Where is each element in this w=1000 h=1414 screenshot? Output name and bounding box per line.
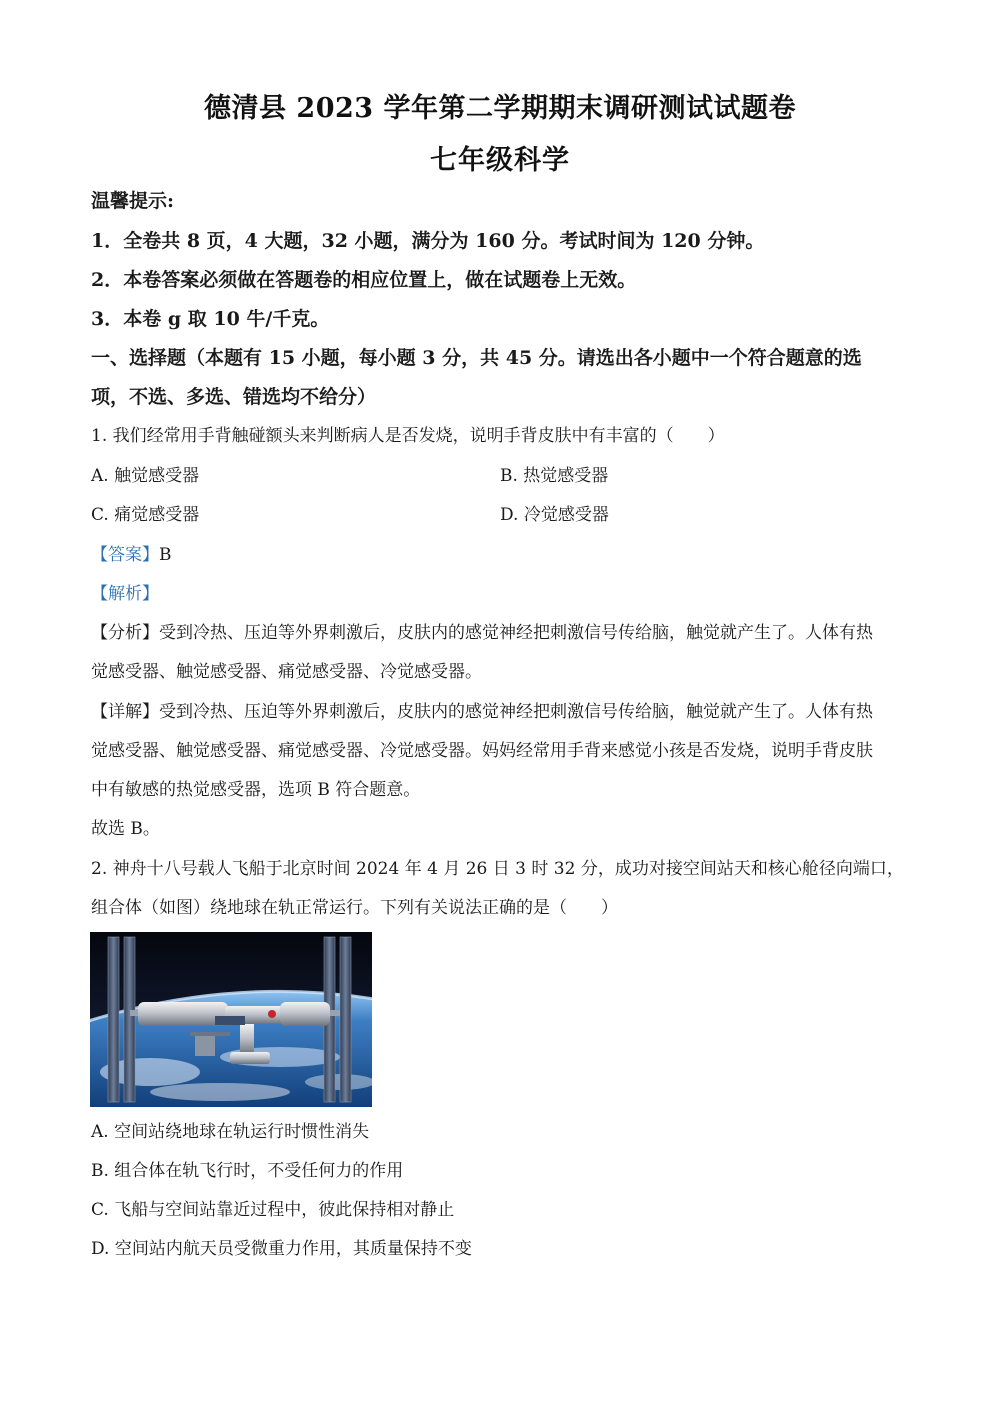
q2-stem-line-1: 2. 神舟十八号载人飞船于北京时间 2024 年 4 月 26 日 3 时 32 分，成功对接空间站天和核心舱径向端口， — [91, 859, 904, 879]
q2-option-a: A. 空间站绕地球在轨运行时惯性消失 — [91, 1122, 370, 1142]
tip-item-3: 3．本卷 g 取 10 牛/千克。 — [91, 308, 330, 330]
fenxi-tag: 【分析】 — [91, 623, 159, 643]
xiangjie-tag: 【详解】 — [91, 702, 159, 722]
section-heading-line-1: 一、选择题（本题有 15 小题，每小题 3 分，共 45 分。请选出各小题中一个符合题意的选 — [91, 347, 862, 369]
q1-xiangjie-line-3: 中有敏感的热觉感受器，选项 B 符合题意。 — [91, 780, 421, 800]
q1-stem: 1. 我们经常用手背触碰额头来判断病人是否发烧，说明手背皮肤中有丰富的（ ） — [91, 426, 725, 446]
fenxi-text-1: 受到冷热、压迫等外界刺激后，皮肤内的感觉神经把刺激信号传给脑，触觉就产生了。人体有热 — [159, 623, 873, 643]
space-station-figure — [90, 932, 372, 1107]
analysis-tag: 【解析】 — [91, 584, 159, 604]
answer-value: B — [159, 545, 172, 565]
q1-option-d: D. 冷觉感受器 — [500, 505, 609, 525]
section-heading-line-2: 项，不选、多选、错选均不给分） — [91, 386, 377, 408]
tip-item-2: 2．本卷答案必须做在答题卷的相应位置上，做在试题卷上无效。 — [91, 269, 637, 291]
q1-fenxi-line-2: 觉感受器、触觉感受器、痛觉感受器、冷觉感受器。 — [91, 662, 482, 682]
answer-tag: 【答案】 — [91, 545, 159, 565]
q1-answer — [91, 543, 172, 567]
q1-xiangjie-line-2: 觉感受器、触觉感受器、痛觉感受器、冷觉感受器。妈妈经常用手背来感觉小孩是否发烧，说明手背皮肤 — [91, 741, 873, 761]
q2-stem-line-2: 组合体（如图）绕地球在轨正常运行。下列有关说法正确的是（ ） — [91, 898, 618, 918]
q2-option-d: D. 空间站内航天员受微重力作用，其质量保持不变 — [91, 1239, 472, 1259]
q1-option-b: B. 热觉感受器 — [500, 466, 609, 486]
tip-item-1: 1．全卷共 8 页，4 大题，32 小题，满分为 160 分。考试时间为 120 分钟。 — [91, 230, 765, 252]
page-subtitle: 七年级科学 — [430, 145, 570, 176]
q1-option-a: A. 触觉感受器 — [91, 466, 200, 486]
tips-heading: 温馨提示: — [91, 190, 175, 212]
q1-fenxi-line-1 — [91, 621, 873, 645]
q2-option-b: B. 组合体在轨飞行时，不受任何力的作用 — [91, 1161, 404, 1181]
page-title: 德清县 2023 学年第二学期期末调研测试试题卷 — [204, 93, 796, 124]
xiangjie-text-1: 受到冷热、压迫等外界刺激后，皮肤内的感觉神经把刺激信号传给脑，触觉就产生了。人体有热 — [159, 702, 873, 722]
space-station-illustration — [90, 932, 372, 1107]
q1-option-c: C. 痛觉感受器 — [91, 505, 200, 525]
q2-option-c: C. 飞船与空间站靠近过程中，彼此保持相对静止 — [91, 1200, 455, 1220]
q1-conclusion: 故选 B。 — [91, 819, 160, 839]
q1-xiangjie-line-1 — [91, 700, 873, 724]
